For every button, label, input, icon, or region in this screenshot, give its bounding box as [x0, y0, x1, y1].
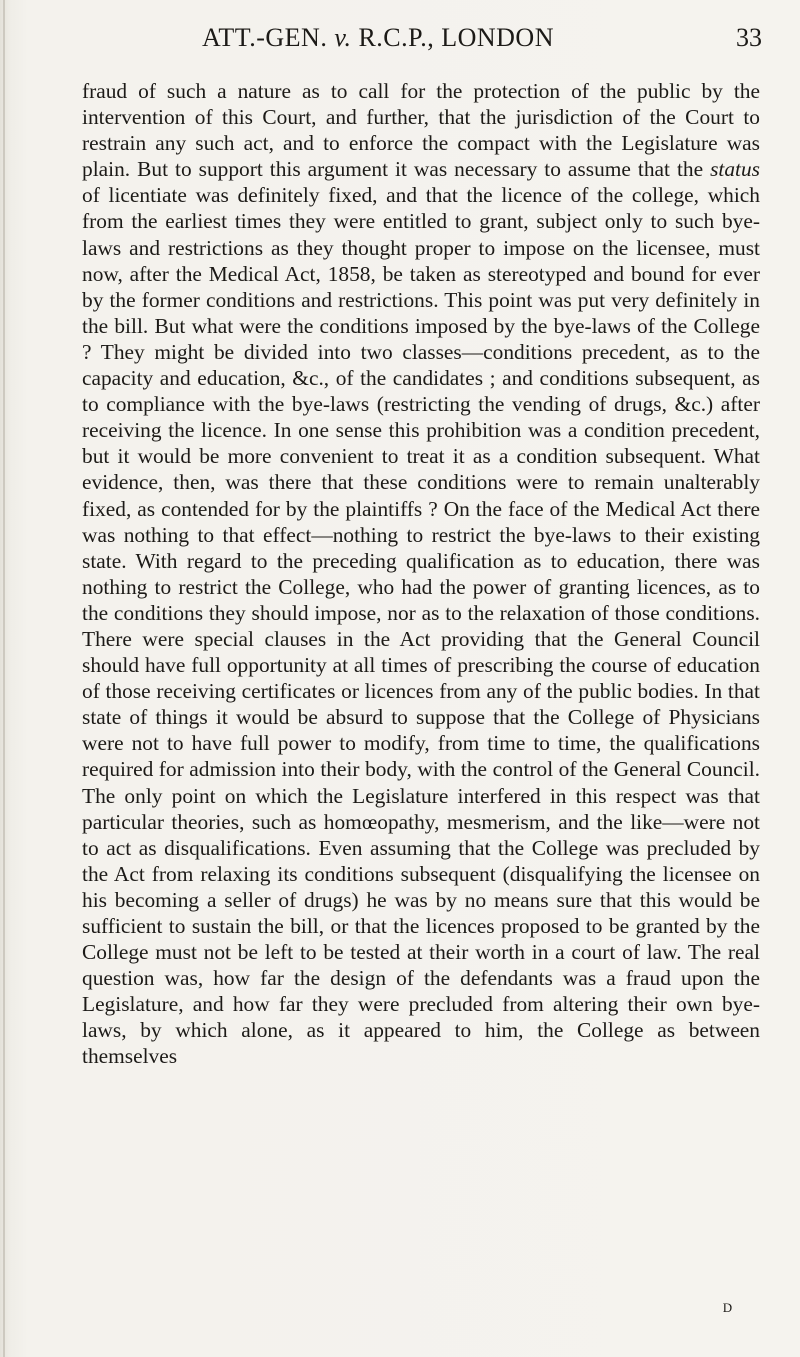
signature-mark — [0, 1300, 800, 1316]
page-header — [82, 18, 762, 58]
page-number: 33 — [736, 23, 762, 52]
running-head-left: ATT.-GEN. — [202, 23, 328, 52]
signature-letter: D — [722, 1300, 734, 1315]
page-gutter-edge — [3, 0, 5, 1357]
body-text-part-1: fraud of such a nature as to call for the protection of the public by the intervention of this Court, and further, that the jurisdiction of the Court to restrain any such act, and to enforce the compact with the Legislature was plain. But to support this argument it was necessary to assume that the — [82, 79, 760, 182]
running-head-versus: v. — [334, 23, 352, 52]
body-paragraph — [82, 78, 760, 1070]
running-head — [202, 18, 554, 58]
running-head-right: R.C.P., LONDON — [358, 23, 554, 52]
body-text-part-2: of licentiate was definitely fixed, and that the licence of the college, which from the earliest times they were entitled to grant, subject only to such bye-laws and restrictions as they thought proper to impose on the licensee, must now, after the Medical Act, 1858, be taken as stereotyped and bound for ever by the former conditions and restrictions. This point was put very definitely in the bill. But what were the conditions imposed by the bye-laws of the College ? They might be divided into two classes—conditions precedent, as to the capacity and education, &c., of the candidates ; and conditions subsequent, as to compliance with the bye-laws (restricting the vending of drugs, &c.) after receiving the licence. In one sense this prohibition was a condition precedent, but it would be more convenient to treat it as a condition subsequent. What evidence, then, was there that these conditions were to remain unalterably fixed, as contended for by the plaintiffs ? On the face of the Medical Act there was nothing to that effect—nothing to restrict the bye-laws to their existing state. With regard to the preceding qualification as to education, there was nothing to restrict the College, who had the power of granting licences, as to the conditions they should impose, nor as to the relaxation of those conditions. There were special clauses in the Act providing that the General Council should have full opportunity at all times of prescribing the course of education of those receiving certificates or licences from any of the public bodies. In that state of things it would be absurd to suppose that the College of Physicians were not to have full power to modify, from time to time, the qualifications required for admission into their body, with the control of the General Council. The only point on which the Legislature interfered in this respect was that particular theories, such as homœopathy, mesmerism, and the like—were not to act as disqualifications. Even assuming that the College was precluded by the Act from relaxing its conditions subsequent (disqualifying the licensee on his becoming a seller of drugs) he was by no means sure that this would be sufficient to sustain the bill, or that the licences proposed to be granted by the College must not be left to be tested at their worth in a court of law. The real question was, how far the design of the defendants was a fraud upon the Legislature, and how far they were precluded from altering their own bye-laws, by which alone, as it appeared to him, the College as between themselves — [82, 183, 760, 1069]
body-text — [82, 78, 760, 1070]
body-text-italic-status: status — [710, 157, 760, 182]
